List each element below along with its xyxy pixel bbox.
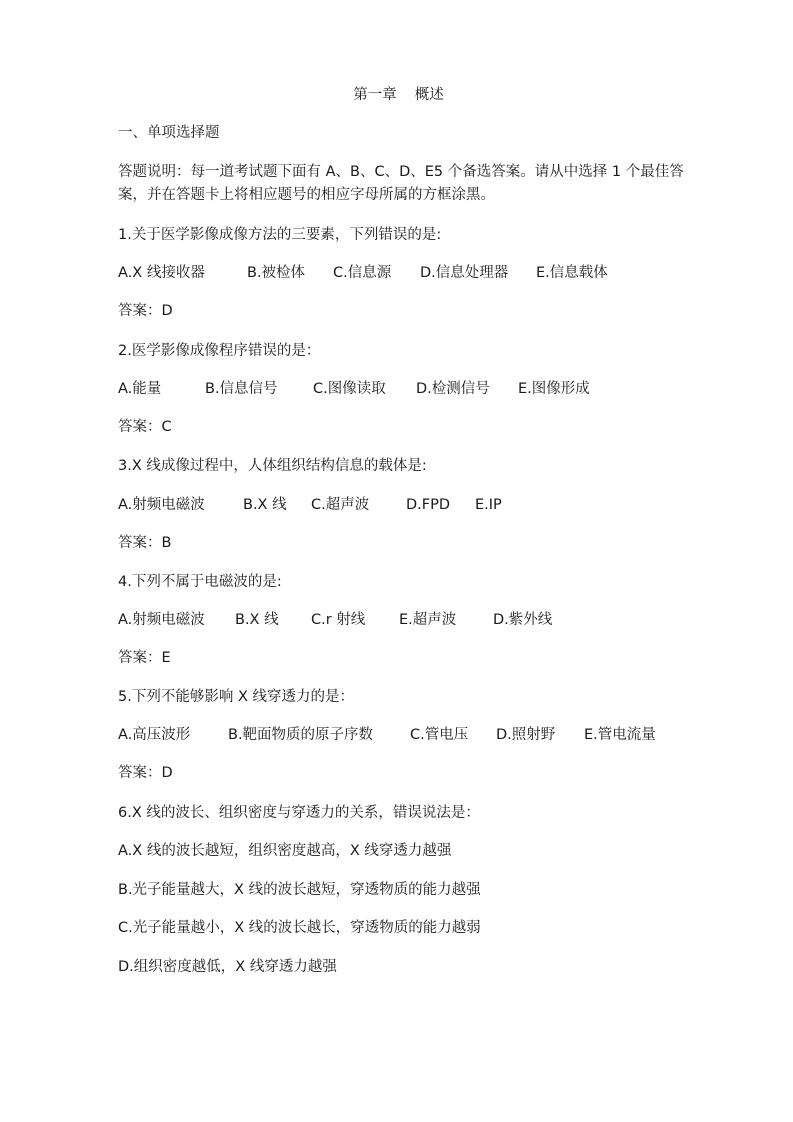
chapter-name: 概述	[414, 87, 444, 103]
answer-key: 答案：B	[118, 535, 172, 551]
answer-key: 答案：D	[118, 765, 173, 781]
answer-option: C.图像读取	[313, 381, 386, 397]
answer-option: A.射频电磁波	[118, 612, 205, 628]
answer-option: A.X 线接收器	[118, 265, 205, 281]
answer-key: 答案：C	[118, 419, 172, 435]
answer-option: C.管电压	[410, 727, 469, 743]
answer-option: C.r 射线	[311, 612, 366, 628]
answer-option: C.信息源	[333, 265, 392, 281]
question-text: 3.X 线成像过程中，人体组织结构信息的载体是:	[118, 458, 427, 474]
answer-option: D.组织密度越低，X 线穿透力越强	[118, 958, 337, 975]
question-text: 4.下列不属于电磁波的是:	[118, 574, 282, 590]
answer-option: B.光子能量越大，X 线的波长越短，穿透物质的能力越强	[118, 881, 481, 898]
answer-option: E.图像形成	[518, 381, 590, 397]
question-text: 6.X 线的波长、组织密度与穿透力的关系，错误说法是：	[118, 805, 480, 821]
answer-option: B.X 线	[243, 497, 287, 513]
answer-option: D.紫外线	[493, 612, 553, 628]
question-text: 2.医学影像成像程序错误的是：	[118, 343, 321, 359]
answer-option: D.信息处理器	[420, 265, 509, 281]
question-text: 1.关于医学影像成像方法的三要素，下列错误的是:	[118, 227, 442, 243]
answer-option: C.超声波	[311, 497, 370, 513]
answer-option: A.X 线的波长越短，组织密度越高，X 线穿透力越强	[118, 843, 452, 859]
answer-option: C.光子能量越小，X 线的波长越长，穿透物质的能力越弱	[118, 920, 481, 936]
answer-option: A.射频电磁波	[118, 497, 205, 513]
question-text: 5.下列不能够影响 X 线穿透力的是：	[118, 689, 354, 705]
answer-option: D.照射野	[496, 727, 556, 743]
answer-option: B.被检体	[247, 265, 306, 281]
answer-option: D.检测信号	[416, 381, 490, 397]
instructions-line-1: 答题说明：每一道考试题下面有 A、B、C、D、E5 个备选答案。请从中选择 1 个最佳答	[118, 164, 684, 180]
chapter-title	[0, 85, 793, 105]
answer-option: E.IP	[475, 497, 502, 513]
answer-option: B.信息信号	[205, 381, 278, 397]
answer-key: 答案：D	[118, 303, 173, 319]
answer-option: A.高压波形	[118, 727, 191, 743]
chapter-number: 第一章	[353, 87, 397, 103]
answer-option: E.管电流量	[584, 727, 656, 743]
answer-option: B.X 线	[235, 612, 279, 628]
answer-option: B.靶面物质的原子序数	[228, 727, 374, 743]
answer-option: E.信息载体	[536, 265, 608, 281]
answer-option: D.FPD	[406, 497, 451, 513]
answer-option: E.超声波	[399, 612, 457, 628]
section-heading: 一、单项选择题	[118, 125, 220, 141]
answer-key: 答案：E	[118, 650, 171, 666]
instructions-line-2: 案，并在答题卡上将相应题号的相应字母所属的方框涂黑。	[118, 187, 495, 203]
answer-option: A.能量	[118, 381, 162, 397]
